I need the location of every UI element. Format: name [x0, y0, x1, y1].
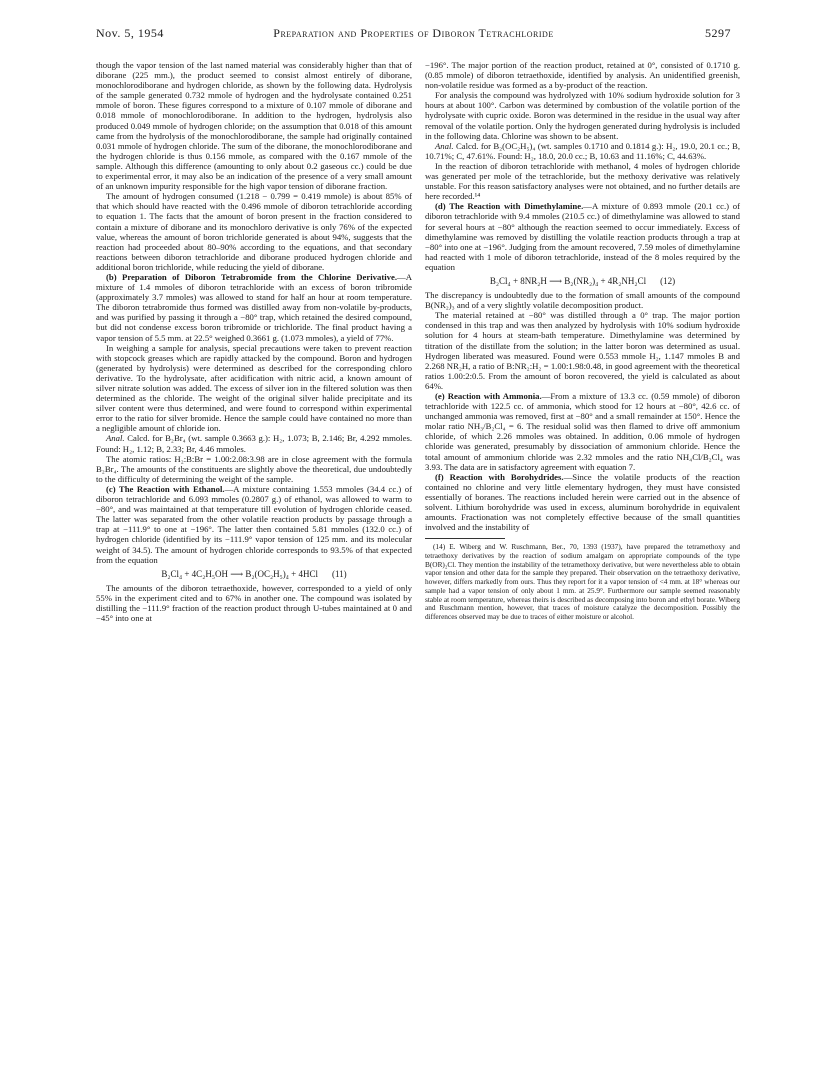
paragraph-text: The atomic ratios: H₂:B:Br = 1.00:2.08:3.98 are in close agreement with the formula B₂Br₄. The amounts of the constituents are slightly above the theoretical, due undoubtedly to the difficulty of determining the weight of the sample. — [96, 453, 412, 484]
paragraph-text: −196°. The major portion of the reaction product, retained at 0°, consisted of 0.1710 g. (0.85 mmole) of diboron tetraethoxide, identified by analysis. An unidentified greenish, non-volatile residue was formed as a by-product of the reaction. — [425, 60, 740, 91]
analysis-text: Calcd. for B₂(OC₂H₅)₄ (wt. samples 0.1710 and 0.1814 g.): H₂, 19.0, 20.1 cc.; B, 10.71%; C, 47.61%. Found: H₂, 18.0, 20.0 cc.; B, 10.63 and 11.16%; C, 44.63%. — [425, 140, 740, 161]
paragraph-text: The material retained at −80° was distilled through a 0° trap. The major portion condensed in this trap and was then analyzed by hydrolysis with 10% sodium hydroxide solution for 4 hours at steam-bath temperature. Dimethylamine was determined by titration of the distillate from the solution; in the latter boron was determined as usual. Hydrogen liberated was measured. Found were 0.553 mmole H₂, 1.147 mmoles B and 2.268 NR₂H, a ratio of B:NR₂:H₂ = 1.00:1.98:0.48, in good agreement with the theoretical ratios 1.00:2:0.5. From the amount of boron recovered, the yield is calculated as about 64%. — [425, 310, 740, 391]
equation — [96, 569, 412, 579]
equation-text: B₂Cl₄ + 8NR₂H ⟶ B₂(NR₂)₄ + 4R₂NH₂Cl — [489, 275, 647, 286]
paragraph — [96, 454, 412, 484]
section-heading: (e) Reaction with Ammonia. — [435, 391, 542, 401]
section-heading: (c) The Reaction with Ethanol. — [106, 483, 225, 494]
paragraph-text: —A mixture containing 1.553 mmoles (34.4 cc.) of diboron tetrachloride and 6.093 mmoles (0.2807 g.) of ethanol, was allowed to warm to −80°, and was maintained at that temperature till evolution of hydrogen chloride ceased. The latter was separated from the other volatile reaction products by passage through a trap at −111.9° to one at −196°. The latter then contained 5.81 mmoles (132.0 cc.) of hydrogen chloride (identified by its −111.9° vapor tension of 125 mm. and its molecular weight of 34.5). The amount of hydrogen chloride corresponds to 93.5% of that expected from the equation — [96, 483, 412, 565]
right-column — [425, 60, 740, 622]
paragraph — [96, 191, 412, 272]
paragraph — [425, 290, 740, 310]
paragraph — [96, 583, 412, 623]
section-heading: (d) The Reaction with Dimethylamine. — [435, 201, 584, 212]
section-heading: (f) Reaction with Borohydrides. — [435, 471, 564, 482]
running-header — [96, 26, 731, 42]
left-column — [96, 60, 412, 623]
paragraph — [96, 343, 412, 434]
paragraph-text: —A mixture of 0.893 mmole (20.1 cc.) of diboron tetrachloride with 9.4 mmoles (210.5 cc.) of dimethylamine was allowed to stand for several hours at −80° although the reaction seemed to occur immediately. Excess of dimethylamine was removed by distilling the volatile reaction products through a trap at −80° into one at −196°. Judging from the amount recovered, 7.59 moles of dimethylamine had reacted with 1 mole of diboron tetrachloride, instead of the 8 moles required by the equation — [425, 201, 740, 272]
analysis-paragraph — [96, 433, 412, 453]
paragraph-text: —Since the volatile products of the reaction contained no chlorine and very little elementary hydrogen, they must have consisted essentially of boranes. The reactions included herein were carried out in the absence of solvent. Lithium borohydride was used in excess, aluminum borohydride in equivalent amounts. Fractionation was not completely effective because of the small quantities involved and the instability of — [425, 471, 740, 533]
analysis-text: Calcd. for B₂Br₄ (wt. sample 0.3663 g.): H₂, 1.073; B, 2.146; Br, 4.292 mmoles. Found: H₂, 1.12; B, 2.33; Br, 4.46 mmoles. — [96, 433, 412, 454]
equation-number: (12) — [660, 275, 676, 286]
paragraph — [425, 310, 740, 391]
header-date: Nov. 5, 1954 — [96, 26, 164, 40]
analysis-label: Anal. — [435, 140, 454, 151]
paragraph — [425, 161, 740, 201]
equation-number: (11) — [332, 568, 347, 579]
paragraph-text: —A mixture of 1.4 mmoles of diboron tetrachloride with an excess of boron tribromide (approximately 3.7 mmoles) was allowed to stand for half an hour at room temperature. The diboron tetrabromide thus formed was distilled away from non-volatile by-products, and was purified by passing it through a −80° trap, which retained the desired compound, but did not condense excess boron tribromide or trichloride. The final product having a vapor tension of 5.5 mm. at 22.5° weighed 0.3661 g. (1.073 mmoles), a yield of 77%. — [96, 271, 412, 343]
paragraph — [425, 391, 740, 472]
analysis-paragraph — [425, 141, 740, 161]
paragraph-text: —From a mixture of 13.3 cc. (0.59 mmole) of diboron tetrachloride with 122.5 cc. of ammonia, which stood for 12 hours at −80°, 42.6 cc. of unchanged ammonia was removed, first at −80° and a small remainder at 150°. Hence the molar ratio NH₃/B₂Cl₄ = 6. The residual solid was then flamed to drive off ammonium chloride, of which 2.26 mmoles was obtained. In addition, 0.06 mmole of hydrogen chloride was generated, presumably by dissociation of ammonium chloride. Hence the total amount of ammonium chloride was 2.32 mmoles and the ratio NH₄Cl/B₂Cl₄ was 3.93. The data are in satisfactory agreement with equation 7. — [425, 391, 740, 472]
paragraph-text: In weighing a sample for analysis, special precautions were taken to prevent reaction with stopcock greases which are rapidly attacked by the compound. Boron and hydrogen (generated by hydrolysis) were determined as described for the corresponding chloro derivative. To the hydrolysate, after acidification with nitric acid, a known amount of silver nitrate solution was added. The excess of silver ion in the filtered solution was then determined as the chloride. The weight of the original silver halide precipitate and its silver content were thus determined, and were found to correspond within experimental error to the ratio for silver bromide. Hence the sample could have contained no more than a negligible amount of chloride ion. — [96, 342, 412, 434]
paragraph — [425, 90, 740, 140]
paragraph-text: The amounts of the diboron tetraethoxide, however, corresponded to a yield of only 55% in the experiment cited and to 67% in another one. The compound was isolated by distilling the −111.9° fraction of the reaction product through U-tubes maintained at 0 and −45° into one at — [96, 582, 412, 624]
paragraph-text: The discrepancy is undoubtedly due to the formation of small amounts of the compound B(NR₂)₃ and of a very slightly volatile decomposition product. — [425, 290, 740, 311]
footnote-rule — [425, 538, 505, 539]
paragraph — [425, 201, 740, 272]
equation — [425, 276, 740, 286]
paragraph — [96, 272, 412, 343]
section-heading: (b) Preparation of Diboron Tetrabromide from the Chlorine Derivative. — [106, 271, 398, 282]
footnote — [425, 543, 740, 621]
paragraph-text: In the reaction of diboron tetrachloride with methanol, 4 moles of hydrogen chloride was generated per mole of the tetrachloride, but the methoxy derivative was relatively unstable. For this reason satisfactory analyses were not obtained, and no further details are here recorded.¹⁴ — [425, 160, 740, 202]
paragraph-text: For analysis the compound was hydrolyzed with 10% sodium hydroxide solution for 3 hours at about 100°. Carbon was determined by combustion of the volatile portion of the hydrolysate with cupric oxide. Boron was determined in the residue in the usual way after removal of the volatile portion. Only the hydrogen generated during hydrolysis is included in the following data. Chlorine was shown to be absent. — [425, 90, 740, 141]
paragraph-text: The amount of hydrogen consumed (1.218 − 0.799 = 0.419 mmole) is about 85% of that which should have reacted with the 0.496 mmole of diboron tetrachloride according to equation 1. The facts that the amount of boron present in the fraction considered to contain a mixture of diborane and its monochloro derivative is only 76% of the expected value, whereas the amount of boron trichloride generated is about 94%, suggests that the reaction had proceeded about 80–90% according to the equations, and that secondary reactions between diboron tetrachloride and diborane produced hydrogen chloride and additional boron trichloride, while reducing the yield of diborane. — [96, 191, 412, 272]
header-title: Preparation and Properties of Diboron Tetrachloride — [273, 26, 554, 40]
equation-text: B₂Cl₄ + 4C₂H₅OH ⟶ B₂(OC₂H₅)₄ + 4HCl — [161, 568, 318, 579]
paragraph-text: though the vapor tension of the last named material was considerably higher than that of diborane (225 mm.), the product seemed to consist almost entirely of diborane, monochlorodiborane and hydrogen chloride, as shown by the following data. Hydrolysis of the sample generated 0.732 mmole of hydrogen and the hydrolysate contained 0.251 mmole of boron. These figures correspond to a mixture of 0.107 mmole of diborane and 0.018 mmole of monochlorodiborane. In addition to the hydrogen, hydrolysis also produced 0.049 mmole of hydrogen chloride; on the assumption that 0.018 of this amount came from the hydrolysis of the monochlorodiborane, the sample had originally contained 0.031 mmole of hydrogen chloride. The sum of the diborane, the monochlorodiborane and the hydrogen chloride is thus 0.156 mmole, as compared with the 0.167 mmole of the sample. Although this difference (amounting to only about 0.2 gaseous cc.) could be due to experimental error, it may also be an indication of the presence of a very small amount of an unknown impurity responsible for the high vapor tension of diborane fraction. — [96, 60, 412, 192]
paragraph — [425, 472, 740, 533]
page-number: 5297 — [705, 26, 731, 40]
analysis-label: Anal. — [106, 433, 125, 444]
paragraph — [96, 484, 412, 565]
footnote-marker: (14) — [433, 542, 446, 552]
footnote-text: E. Wiberg and W. Ruschmann, Ber., 70, 1393 (1937), have prepared the tetramethoxy and tetraethoxy derivatives by the reaction of sodium amalgam on appropriate compounds of the type B(OR)₂Cl. They mention the instability of the tetramethoxy derivative, but were nevertheless able to obtain vapor tension and other data for the sample they prepared. Their observation on the tetraethoxy derivative, however, differs markedly from ours. Thus they report for it a vapor tension of <4 mm. at 18° whereas our sample had a vapor tension of only about 1 mm. at 25.9°. Furthermore our sample seemed reasonably stable at room temperature, whereas theirs is described as decomposing into boron and ethyl borate. Wiberg and Ruschmann mention, however, that traces of moisture catalyze the decomposition. Possibly the differences observed may be due to traces of either moisture or alcohol. — [425, 542, 740, 621]
paragraph — [96, 60, 412, 191]
paragraph — [425, 60, 740, 90]
